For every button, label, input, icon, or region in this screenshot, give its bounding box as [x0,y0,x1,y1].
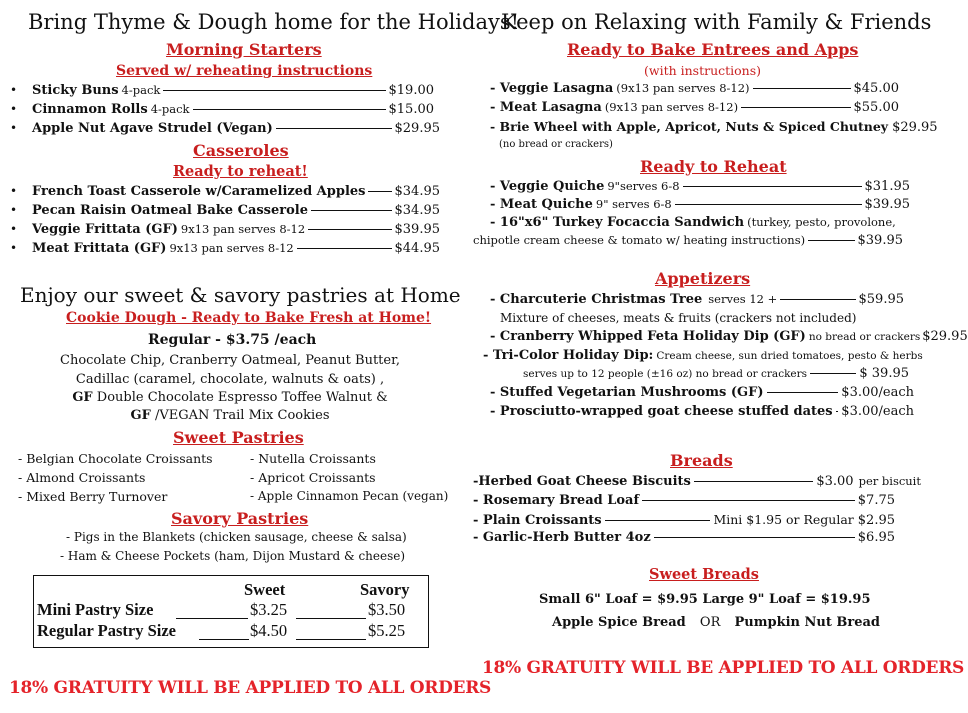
cookie-flavors-line3-text: Double Chocolate Espresso Toffee Walnut & [92,390,388,405]
leader-line [836,411,839,412]
item-name: Pecan Raisin Oatmeal Bake Casserole [32,203,309,218]
item-price: $55.00 [853,100,899,115]
table-row-mini-label: Mini Pastry Size [37,600,154,619]
item-price: $3.00/each [841,404,914,419]
morning-starters-title: Morning Starters [166,40,322,59]
table-mini-sweet: $3.25 [250,600,288,619]
cookie-flavors-line4 [40,407,420,425]
item-name: Meat Frittata (GF) [32,241,167,256]
item-desc: serves up to 12 people (±16 oz) no bread or crackers [523,368,808,380]
leader-line [808,240,854,241]
savory-pastry-item: - Pigs in the Blankets (chicken sausage, cheese & salsa) [66,530,407,544]
gratuity-notice-left: 18% GRATUITY WILL BE APPLIED TO ALL ORDERS [9,678,491,698]
cookie-flavors-line3 [40,389,420,407]
charcuterie-note: Mixture of cheeses, meats & fruits (crackers not included) [500,311,857,325]
bread-option: Pumpkin Nut Bread [734,615,880,630]
item-desc: Mini $1.95 or Regular [713,512,854,527]
menu-item-focaccia [490,215,910,230]
menu-item-veggie-quiche [490,179,910,194]
gratuity-notice-right: 18% GRATUITY WILL BE APPLIED TO ALL ORDERS [482,658,964,678]
item-price: $29.95 [394,121,440,136]
leader-line [780,299,855,300]
item-desc: no bread or crackers [808,331,921,343]
menu-item-veggie-frittata [10,222,440,237]
cookie-flavors-line2: Cadillac (caramel, chocolate, walnuts & oats) , [75,372,385,387]
item-desc: 4-pack [121,83,161,97]
leader-line [810,373,856,374]
item-name: - Brie Wheel with Apple, Apricot, Nuts & Spiced Chutney [490,119,889,134]
sweet-breads-sizes: Small 6" Loaf = $9.95 Large 9" Loaf = $19.95 [539,592,871,607]
brie-note: (no bread or crackers) [499,139,613,150]
leader-line [694,481,814,482]
table-header-savory: Savory [360,580,410,599]
gf-label: GF [130,408,151,423]
bullet: • [10,102,18,116]
item-desc: (9x13 pan serves 8-12) [604,100,739,114]
menu-item-plain-croissants [473,512,895,528]
item-name: French Toast Casserole w/Caramelized Apples [32,184,366,199]
item-price: $2.95 [857,513,895,528]
savory-pastries-title: Savory Pastries [171,509,309,528]
left-heading: Bring Thyme & Dough home for the Holidays! [28,10,520,34]
casseroles-subtitle: Ready to reheat! [173,163,308,180]
table-regular-sweet: $4.50 [250,621,288,640]
item-name: - 16"x6" Turkey Focaccia Sandwich [490,215,745,230]
leader-line [311,210,391,211]
leader-line [308,229,391,230]
ready-to-reheat-title: Ready to Reheat [640,157,787,176]
menu-item-veggie-lasagna [490,81,899,96]
item-price: $7.75 [857,493,895,508]
menu-item-prosciutto-dates [490,404,914,419]
menu-item-rosemary-loaf [473,493,895,508]
item-price: $34.95 [394,203,440,218]
item-name: - Veggie Quiche [490,179,605,194]
table-row-regular-label: Regular Pastry Size [37,621,177,640]
menu-item-sticky-buns [10,83,434,98]
bullet: • [10,184,18,198]
sweet-pastry-item: - Mixed Berry Turnover [18,489,168,504]
item-name: - Stuffed Vegetarian Mushrooms (GF) [490,385,764,400]
leader-line [675,204,862,205]
menu-item-tricolor-dip [483,348,923,363]
bullet: • [10,241,18,255]
leader-line [193,109,386,110]
item-price: $15.00 [388,102,434,117]
item-price: $19.00 [388,83,434,98]
menu-item-garlic-butter [473,530,895,545]
ready-to-bake-title: Ready to Bake Entrees and Apps [567,40,859,59]
menu-item-charcuterie [490,292,904,307]
item-name: - Garlic-Herb Butter 4oz [473,530,651,545]
item-price: $39.95 [864,197,910,212]
cookie-dough-title: Cookie Dough - Ready to Bake Fresh at Home! [66,310,432,326]
bread-option: Apple Spice Bread [552,615,686,630]
item-name: - Cranberry Whipped Feta Holiday Dip (GF) [490,329,806,344]
item-price: $29.95 [922,329,968,344]
leader-line [767,392,839,393]
item-desc: chipotle cream cheese & tomato w/ heating instructions) [473,233,806,247]
item-price: $39.95 [394,222,440,237]
item-price: $44.95 [394,241,440,256]
leader-line [654,537,855,538]
item-price: $6.95 [857,530,895,545]
item-name: - Meat Quiche [490,197,593,212]
menu-item-biscuits [473,474,921,489]
item-price: $45.00 [853,81,899,96]
item-name: -Herbed Goat Cheese Biscuits [473,474,691,489]
pastry-size-table [33,575,429,648]
appetizers-title: Appetizers [655,269,751,288]
menu-item-mushrooms [490,385,914,400]
bullet: • [10,121,18,135]
item-price: $39.95 [857,233,903,248]
sweet-pastry-item: - Belgian Chocolate Croissants [18,451,213,466]
menu-item-cinnamon-rolls [10,102,434,117]
leader-line [683,186,862,187]
leader-line [296,618,366,619]
item-desc: (turkey, pesto, provolone, [747,215,896,229]
or-label: OR [699,615,721,630]
menu-item-meat-quiche [490,197,910,212]
item-name: Sticky Buns [32,83,119,98]
item-name: - Tri-Color Holiday Dip: [483,348,654,363]
menu-item-focaccia-line2 [473,233,903,248]
item-price: $3.00/each [841,385,914,400]
sweet-pastry-item: - Apple Cinnamon Pecan (vegan) [250,489,449,503]
cookie-flavors-line4-text: /VEGAN Trail Mix Cookies [150,408,330,423]
leader-line [741,107,850,108]
item-name: Cinnamon Rolls [32,102,148,117]
menu-item-meat-lasagna [490,100,899,115]
leader-line [199,639,249,640]
item-price: $34.95 [394,184,440,199]
menu-item-feta-dip [490,329,968,344]
item-name: - Charcuterie Christmas Tree [490,292,703,307]
item-price: $3.00 [816,474,854,489]
item-desc: (9x13 pan serves 8-12) [616,81,750,95]
table-header-sweet: Sweet [244,580,286,599]
leader-line [296,639,366,640]
sweet-pastry-item: - Almond Croissants [18,470,146,485]
item-name: - Veggie Lasagna [490,81,614,96]
bullet: • [10,203,18,217]
item-name: - Plain Croissants [473,513,602,528]
menu-item-pecan-raisin [10,203,440,218]
item-price: $59.95 [858,292,904,307]
menu-item-brie-wheel [490,119,938,135]
item-name: - Rosemary Bread Loaf [473,493,640,508]
item-desc: 9x13 pan serves 8-12 [169,241,294,255]
item-name: - Prosciutto-wrapped goat cheese stuffed dates [490,404,833,419]
item-desc: 4-pack [150,102,190,116]
leader-line [605,520,711,521]
item-price: $31.95 [864,179,910,194]
savory-pastry-item: - Ham & Cheese Pockets (ham, Dijon Mustard & cheese) [60,549,406,563]
sweet-pastries-title: Sweet Pastries [173,428,304,447]
item-price: $29.95 [892,120,938,135]
leader-line [176,618,248,619]
pastries-heading: Enjoy our sweet & savory pastries at Home [20,283,461,307]
item-desc: 9x13 pan serves 8-12 [180,222,306,236]
item-desc: 9"serves 6-8 [607,179,680,193]
leader-line [753,88,851,89]
menu-item-strudel [10,121,440,136]
bullet: • [10,83,18,97]
leader-line [297,248,392,249]
table-regular-savory: $5.25 [368,621,406,640]
morning-starters-subtitle: Served w/ reheating instructions [116,63,373,79]
item-unit: per biscuit [858,474,921,488]
sweet-pastry-item: - Nutella Croissants [250,451,376,466]
breads-title: Breads [670,451,733,470]
casseroles-title: Casseroles [193,141,289,160]
item-name: Apple Nut Agave Strudel (Vegan) [32,121,273,136]
menu-item-meat-frittata [10,241,440,256]
leader-line [276,128,392,129]
leader-line [368,191,391,192]
leader-line [163,90,385,91]
sweet-pastry-item: - Apricot Croissants [250,470,376,485]
leader-line [642,500,855,501]
cookie-price-line: Regular - $3.75 /each [148,332,317,348]
item-name: - Meat Lasagna [490,100,602,115]
right-heading: Keep on Relaxing with Family & Friends [501,10,932,34]
item-name: Veggie Frittata (GF) [32,222,178,237]
table-mini-savory: $3.50 [368,600,406,619]
cookie-flavors-line1: Chocolate Chip, Cranberry Oatmeal, Peanut Butter, [60,353,400,368]
item-desc: Cream cheese, sun dried tomatoes, pesto & herbs [656,350,923,362]
menu-item-tricolor-line2 [523,366,909,381]
sweet-breads-title: Sweet Breads [649,566,759,583]
ready-to-bake-subtitle: (with instructions) [644,63,762,78]
item-price: $ 39.95 [859,366,909,381]
menu-item-french-toast [10,184,440,199]
item-desc: serves 12 + [708,292,778,306]
gf-label: GF [72,390,93,405]
sweet-breads-options [552,615,880,630]
bullet: • [10,222,18,236]
item-desc: 9" serves 6-8 [595,197,672,211]
